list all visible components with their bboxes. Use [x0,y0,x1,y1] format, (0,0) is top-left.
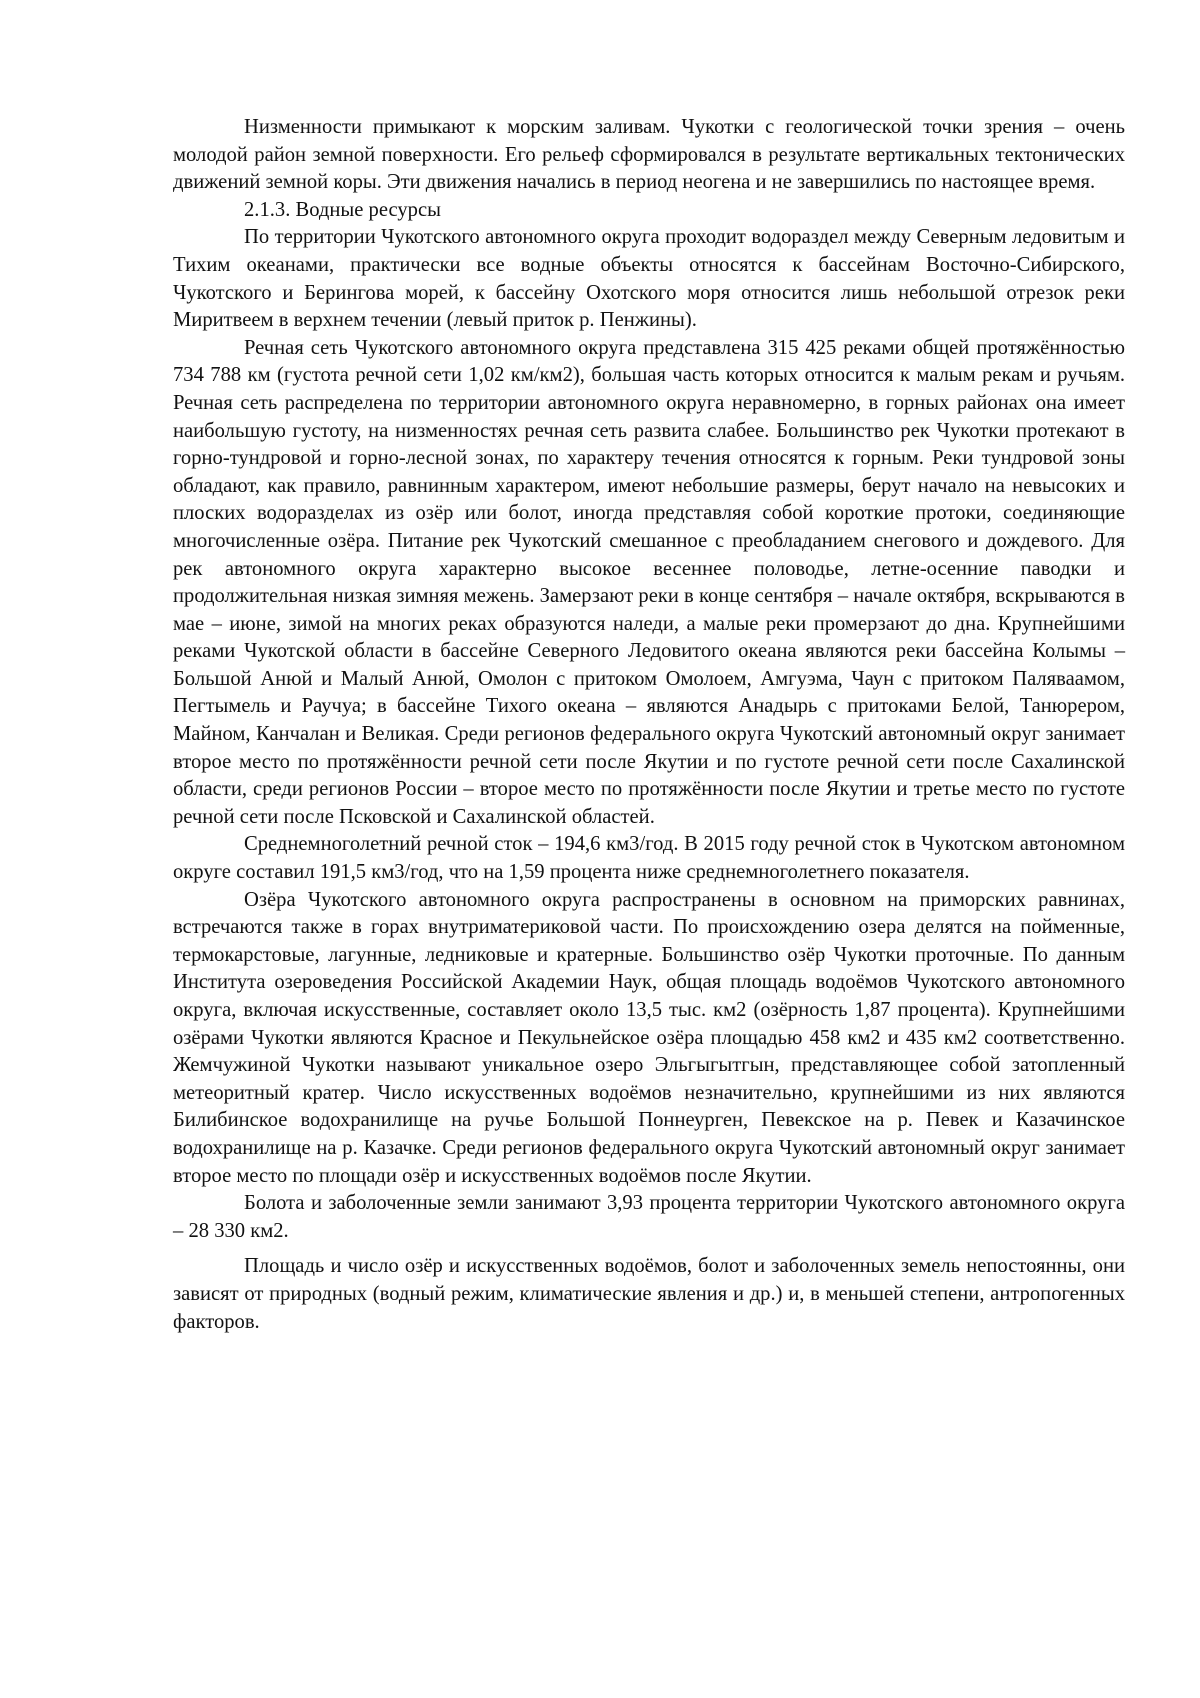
section-heading-water-resources: 2.1.3. Водные ресурсы [244,198,441,221]
paragraph-river-runoff: Среднемноголетний речной сток – 194,6 км3/год. В 2015 году речной сток в Чукотском автономном округе составил 191,5 км3/год, что на 1,59 процента ниже среднемноголетнего показателя. [173,833,1125,884]
paragraph-watershed: По территории Чукотского автономного округа проходит водораздел между Северным ледовитым и Тихим океанами, практически все водные объекты относятся к бассейнам Восточно-Сибирского, Чукотского и Берингова морей, к бассейну Охотского моря относится лишь небольшой отрезок реки Миритвеем в верхнем течении (левый приток р. Пенжины). [173,226,1125,332]
paragraph-variability: Площадь и число озёр и искусственных водоёмов, болот и заболоченных земель непостоянны, они зависят от природных (водный режим, климатические явления и др.) и, в меньшей степени, антропогенных факторов. [173,1255,1125,1333]
paragraph-river-network: Речная сеть Чукотского автономного округа представлена 315 425 реками общей протяжённостью 734 788 км (густота речной сети 1,02 км/км2), большая часть которых относится к малым рекам и ручьям. Речная сеть распределена по территории автономного округа неравномерно, в горных районах она имеет наибольшую густоту, на низменностях речная сеть развита слабее. Большинство рек Чукотки протекают в горно-тундровой и горно-лесной зонах, по характеру течения относятся к горным. Реки тундровой зоны обладают, как правило, равнинным характером, имеют небольшие размеры, берут начало на невысоких и плоских водоразделах из озёр или болот, иногда представляя собой короткие протоки, соединяющие многочисленные озёра. Питание рек Чукотский смешанное с преобладанием снегового и дождевого. Для рек автономного округа характерно высокое весеннее половодье, летне-осенние паводки и продолжительная низкая зимняя межень. Замерзают реки в конце сентября – начале октября, вскрываются в мае – июне, зимой на многих реках образуются наледи, а малые реки промерзают до дна. Крупнейшими реками Чукотской области в бассейне Северного Ледовитого океана являются реки бассейна Колымы – Большой Анюй и Малый Анюй, Омолон с притоком Омолоем, Амгуэма, Чаун с притоком Паляваамом, Пегтымель и Раучуа; в бассейне Тихого океана – являются Анадырь с притоками Белой, Танюрером, Майном, Канчалан и Великая. Среди регионов федерального округа Чукотский автономный округ занимает второе место по протяжённости речной сети после Якутии и по густоте речной сети после Сахалинской области, среди регионов России – второе место по протяжённости после Якутии и третье место по густоте речной сети после Псковской и Сахалинской областей. [173,336,1125,828]
document-page [173,114,1125,1336]
paragraph-lakes: Озёра Чукотского автономного округа распространены в основном на приморских равнинах, встречаются также в горах внутриматериковой части. По происхождению озера делятся на пойменные, термокарстовые, лагунные, ледниковые и кратерные. Большинство озёр Чукотки проточные. По данным Института озероведения Российской Академии Наук, общая площадь водоёмов Чукотского автономного округа, включая искусственные, составляет около 13,5 тыс. км2 (озёрность 1,87 процента). Крупнейшими озёрами Чукотки являются Красное и Пекульнейское озёра площадью 458 км2 и 435 км2 соответственно. Жемчужиной Чукотки называют уникальное озеро Эльгыгытгын, представляющее собой затопленный метеоритный кратер. Число искусственных водоёмов незначительно, крупнейшими из них являются Билибинское водохранилище на ручье Большой Поннеурген, Певекское на р. Певек и Казачинское водохранилище на р. Казачке. Среди регионов федерального округа Чукотский автономный округ занимает второе место по площади озёр и искусственных водоёмов после Якутии. [173,888,1125,1187]
paragraph-lowlands: Низменности примыкают к морским заливам. Чукотки с геологической точки зрения – очень молодой район земной поверхности. Его рельеф сформировался в результате вертикальных тектонических движений земной коры. Эти движения начались в период неогена и не завершились по настоящее время. [173,116,1125,194]
paragraph-swamps: Болота и заболоченные земли занимают 3,93 процента территории Чукотского автономного округа – 28 330 км2. [173,1192,1125,1242]
